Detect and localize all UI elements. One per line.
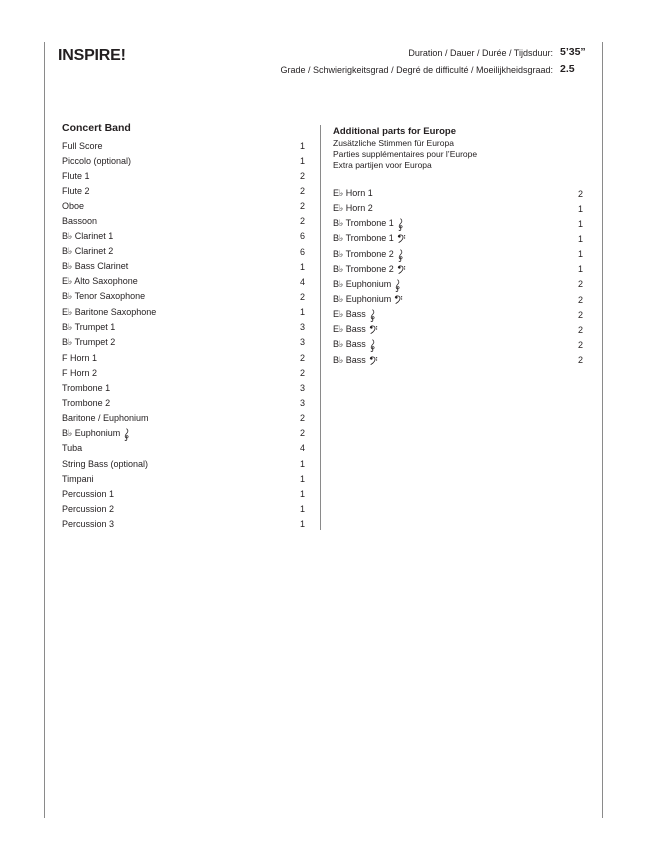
instrument-label: B♭ Trumpet 2 [62,336,116,347]
instrument-label: F Horn 2 [62,367,98,378]
list-item [62,441,305,456]
instrument-label: Flute 1 [62,170,90,181]
list-item [62,501,305,516]
left-fold-rule [44,42,45,818]
list-item [62,153,305,168]
quantity: 2 [299,170,305,181]
quantity: 2 [299,201,305,212]
list-item [62,456,305,471]
quantity: 1 [299,503,305,514]
quantity: 1 [577,218,583,229]
list-item [62,183,305,198]
duration-label: Duration / Dauer / Durée / Tijdsduur: [408,48,553,58]
list-item [62,517,305,532]
quantity: 2 [299,428,305,439]
instrument-label: E♭ Baritone Saxophone [62,306,157,317]
list-item [62,214,305,229]
treble-clef-icon [397,247,404,262]
treble-clef-icon [369,337,376,352]
list-item [333,292,583,307]
quantity: 2 [577,324,583,335]
quantity: 1 [577,233,583,244]
quantity: 1 [577,249,583,260]
treble-clef-icon [369,307,376,322]
grade-label: Grade / Schwierigkeitsgrad / Degré de difficulté / Moeilijkheidsgraad: [280,65,553,75]
instrument-label: B♭ Tenor Saxophone [62,291,146,302]
piece-title: INSPIRE! [58,47,126,64]
instrument-label: Trombone 2 [62,397,111,408]
right-fold-rule [602,42,603,818]
subtitle-german: Zusätzliche Stimmen für Europa [333,138,454,148]
instrument-label: B♭ Bass Clarinet [62,261,129,272]
quantity: 2 [299,185,305,196]
instrument-label: E♭ Bass [333,307,376,322]
list-item [333,262,583,277]
quantity: 1 [299,473,305,484]
list-item [62,335,305,350]
instrument-label: Full Score [62,140,103,151]
list-item [333,216,583,231]
treble-clef-icon [123,426,130,441]
europe-subtitles [333,138,477,171]
quantity: 2 [577,339,583,350]
list-item [333,307,583,322]
bass-clef-icon [394,295,403,304]
list-item [62,138,305,153]
instrument-label: Percussion 3 [62,519,115,530]
bass-clef-icon [397,265,406,274]
instrument-label: Tuba [62,443,83,454]
quantity: 2 [299,367,305,378]
list-item [62,244,305,259]
quantity: 2 [299,216,305,227]
instrument-label: B♭ Trombone 2 [333,247,404,262]
list-item [333,353,583,368]
europe-parts-header: Additional parts for Europe [333,126,456,137]
quantity: 1 [299,519,305,530]
instrument-label: B♭ Euphonium [333,294,403,305]
instrument-label: B♭ Trumpet 1 [62,321,116,332]
quantity: 4 [299,276,305,287]
quantity: 3 [299,337,305,348]
list-item [333,201,583,216]
instrument-label: Oboe [62,201,85,212]
quantity: 1 [299,140,305,151]
instrument-label: E♭ Alto Saxophone [62,276,138,287]
subtitle-dutch: Extra partijen voor Europa [333,160,432,170]
quantity: 3 [299,322,305,333]
instrument-label: Bassoon [62,216,98,227]
list-item [62,365,305,380]
quantity: 1 [299,261,305,272]
instrument-label: B♭ Euphonium [333,277,401,292]
duration-value: 5’35” [560,46,586,58]
list-item [62,486,305,501]
quantity: 2 [299,291,305,302]
list-item [62,471,305,486]
list-item [62,305,305,320]
list-item [62,320,305,335]
concert-band-header: Concert Band [62,122,131,134]
quantity: 2 [299,413,305,424]
quantity: 1 [299,307,305,318]
instrument-label: Percussion 1 [62,488,115,499]
quantity: 4 [299,443,305,454]
quantity: 6 [299,246,305,257]
instrument-label: E♭ Bass [333,324,378,335]
quantity: 3 [299,382,305,393]
column-divider-rule [320,125,321,530]
quantity: 6 [299,231,305,242]
concert-band-list [62,138,305,532]
quantity: 1 [299,488,305,499]
quantity: 2 [577,294,583,305]
list-item [62,229,305,244]
quantity: 2 [577,309,583,320]
quantity: 1 [577,264,583,275]
quantity: 2 [577,188,583,199]
quantity: 1 [299,155,305,166]
instrument-label: String Bass (optional) [62,458,149,469]
quantity: 2 [299,352,305,363]
list-item [62,259,305,274]
treble-clef-icon [394,277,401,292]
list-item [62,411,305,426]
list-item [62,168,305,183]
quantity: 2 [577,279,583,290]
list-item [62,350,305,365]
bass-clef-icon [369,356,378,365]
quantity: 3 [299,397,305,408]
list-item [333,247,583,262]
quantity: 1 [299,458,305,469]
instrument-label: B♭ Clarinet 2 [62,246,114,257]
list-item [333,231,583,246]
treble-clef-icon [397,216,404,231]
instrument-label: Trombone 1 [62,382,111,393]
europe-parts-list [333,186,583,368]
bass-clef-icon [397,234,406,243]
list-item [62,395,305,410]
instrument-label: B♭ Clarinet 1 [62,230,114,241]
list-item [333,277,583,292]
list-item [62,426,305,441]
list-item [333,337,583,352]
instrument-label: B♭ Trombone 1 [333,233,406,244]
instrument-label: Piccolo (optional) [62,155,132,166]
instrument-label: B♭ Bass [333,337,376,352]
grade-value: 2.5 [560,63,575,75]
instrument-label: F Horn 1 [62,352,98,363]
list-item [333,322,583,337]
list-item [62,380,305,395]
instrument-label: E♭ Horn 1 [333,188,373,199]
quantity: 2 [577,355,583,366]
bass-clef-icon [369,325,378,334]
instrument-label: Baritone / Euphonium [62,413,149,424]
instrument-label: E♭ Horn 2 [333,203,373,214]
instrument-label: B♭ Euphonium [62,426,130,441]
list-item [62,274,305,289]
instrument-label: B♭ Trombone 2 [333,264,406,275]
quantity: 1 [577,203,583,214]
instrument-label: Timpani [62,473,94,484]
instrument-label: B♭ Bass [333,355,378,366]
list-item [62,289,305,304]
list-item [333,186,583,201]
instrument-label: Percussion 2 [62,503,115,514]
instrument-label: B♭ Trombone 1 [333,216,404,231]
instrument-label: Flute 2 [62,185,90,196]
list-item [62,199,305,214]
subtitle-french: Parties supplémentaires pour l’Europe [333,149,478,159]
